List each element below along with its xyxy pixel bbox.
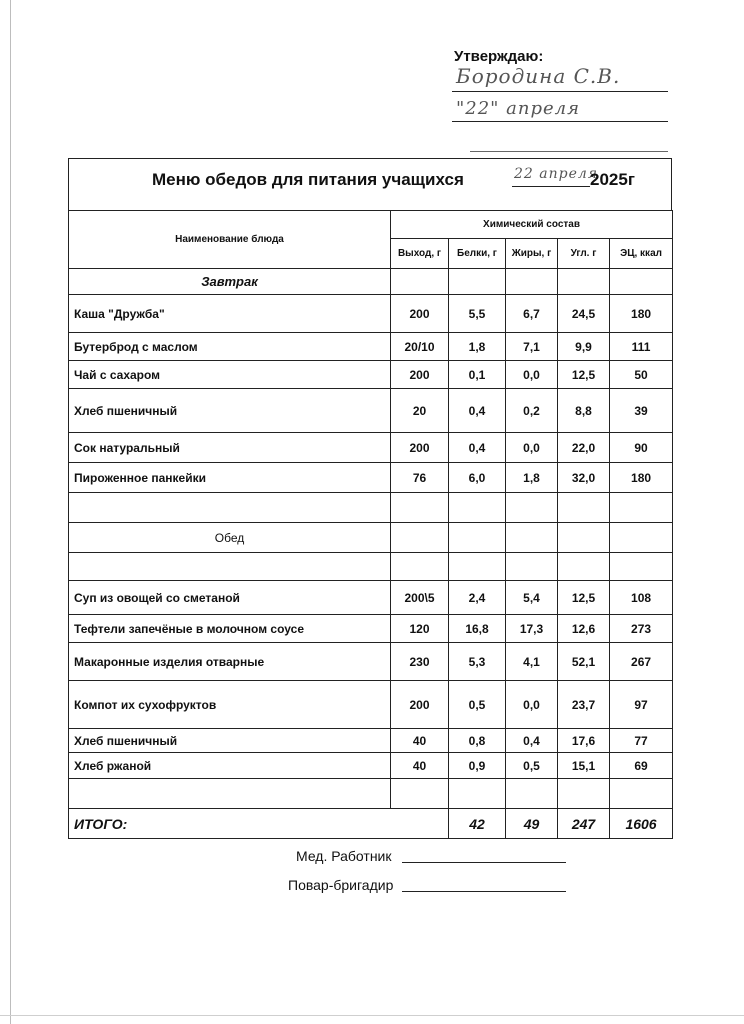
dish-yield: 200 — [391, 295, 449, 333]
dish-yield: 200 — [391, 681, 449, 729]
dish-kcal: 77 — [610, 729, 673, 753]
dish-fat: 7,1 — [506, 333, 558, 361]
dish-fat: 5,4 — [506, 581, 558, 615]
table-row — [69, 295, 673, 333]
dish-carbs: 22,0 — [558, 433, 610, 463]
dish-name: Суп из овощей со сметаной — [69, 581, 391, 615]
dish-kcal: 267 — [610, 643, 673, 681]
dish-protein: 1,8 — [449, 333, 506, 361]
column-header-carbs: Угл. г — [558, 239, 610, 269]
total-fat: 49 — [506, 809, 558, 839]
dish-yield: 40 — [391, 729, 449, 753]
dish-name: Бутерброд с маслом — [69, 333, 391, 361]
dish-fat: 17,3 — [506, 615, 558, 643]
table-row — [69, 463, 673, 493]
table-row — [69, 681, 673, 729]
dish-kcal: 97 — [610, 681, 673, 729]
dish-kcal: 108 — [610, 581, 673, 615]
table-row — [69, 389, 673, 433]
signature-line — [452, 91, 668, 92]
total-label: ИТОГО: — [69, 809, 449, 839]
dish-kcal: 50 — [610, 361, 673, 389]
dish-yield: 20 — [391, 389, 449, 433]
table-row — [69, 753, 673, 779]
dish-name: Каша "Дружба" — [69, 295, 391, 333]
dish-fat: 0,4 — [506, 729, 558, 753]
table-row — [69, 433, 673, 463]
dish-yield: 76 — [391, 463, 449, 493]
total-kcal: 1606 — [610, 809, 673, 839]
dish-yield: 120 — [391, 615, 449, 643]
header-row — [69, 211, 673, 239]
dish-name: Тефтели запечёные в молочном соусе — [69, 615, 391, 643]
dish-yield: 200 — [391, 361, 449, 389]
total-carbs: 247 — [558, 809, 610, 839]
title-date-line — [512, 186, 590, 187]
dish-kcal: 111 — [610, 333, 673, 361]
dish-protein: 16,8 — [449, 615, 506, 643]
dish-fat: 6,7 — [506, 295, 558, 333]
dish-carbs: 15,1 — [558, 753, 610, 779]
dish-fat: 1,8 — [506, 463, 558, 493]
column-header-yield: Выход, г — [391, 239, 449, 269]
medic-label: Мед. Работник — [296, 848, 392, 864]
dish-name: Чай с сахаром — [69, 361, 391, 389]
title-date-handwritten: 22 апреля — [514, 166, 599, 182]
page-title: Меню обедов для питания учащихся — [152, 170, 464, 189]
dish-carbs: 17,6 — [558, 729, 610, 753]
dish-yield: 200 — [391, 433, 449, 463]
menu-table — [68, 210, 673, 839]
dish-carbs: 32,0 — [558, 463, 610, 493]
scan-edge-bottom — [0, 1015, 744, 1016]
dish-carbs: 8,8 — [558, 389, 610, 433]
dish-yield: 230 — [391, 643, 449, 681]
total-protein: 42 — [449, 809, 506, 839]
empty-row — [69, 493, 673, 523]
table-row — [69, 643, 673, 681]
dish-kcal: 69 — [610, 753, 673, 779]
dish-protein: 0,1 — [449, 361, 506, 389]
dish-name: Хлеб пшеничный — [69, 729, 391, 753]
dish-protein: 6,0 — [449, 463, 506, 493]
dish-carbs: 12,6 — [558, 615, 610, 643]
approval-label: Утверждаю: — [454, 48, 544, 65]
dish-kcal: 39 — [610, 389, 673, 433]
dish-fat: 0,0 — [506, 433, 558, 463]
column-header-kcal: ЭЦ, ккал — [610, 239, 673, 269]
column-header-chem: Химический состав — [391, 211, 673, 239]
table-row — [69, 333, 673, 361]
approval-signature: Бородина С.В. — [456, 64, 621, 88]
dish-protein: 0,9 — [449, 753, 506, 779]
dish-fat: 0,2 — [506, 389, 558, 433]
empty-row — [69, 553, 673, 581]
dish-fat: 0,0 — [506, 361, 558, 389]
dish-kcal: 273 — [610, 615, 673, 643]
table-row — [69, 581, 673, 615]
total-row — [69, 809, 673, 839]
empty-row — [69, 779, 673, 809]
approval-date: "22" апреля — [456, 98, 581, 119]
dish-fat: 4,1 — [506, 643, 558, 681]
dish-name: Компот их сухофруктов — [69, 681, 391, 729]
dish-kcal: 180 — [610, 295, 673, 333]
dish-name: Макаронные изделия отварные — [69, 643, 391, 681]
column-header-protein: Белки, г — [449, 239, 506, 269]
dish-fat: 0,5 — [506, 753, 558, 779]
scan-edge-left — [10, 0, 11, 1024]
dish-protein: 2,4 — [449, 581, 506, 615]
section-label-lunch: Обед — [69, 523, 391, 553]
dish-yield: 200\5 — [391, 581, 449, 615]
medic-signature-line — [402, 862, 566, 863]
section-row-breakfast — [69, 269, 673, 295]
dish-carbs: 52,1 — [558, 643, 610, 681]
dish-kcal: 90 — [610, 433, 673, 463]
dish-name: Хлеб пшеничный — [69, 389, 391, 433]
dish-fat: 0,0 — [506, 681, 558, 729]
dish-name: Пироженное панкейки — [69, 463, 391, 493]
dish-carbs: 9,9 — [558, 333, 610, 361]
dish-name: Сок натуральный — [69, 433, 391, 463]
date-line — [452, 121, 668, 122]
chef-signature-line — [402, 891, 566, 892]
table-row — [69, 729, 673, 753]
table-row — [69, 615, 673, 643]
column-header-fat: Жиры, г — [506, 239, 558, 269]
dish-kcal: 180 — [610, 463, 673, 493]
column-header-name: Наименование блюда — [69, 211, 391, 269]
table-row — [69, 361, 673, 389]
dish-carbs: 24,5 — [558, 295, 610, 333]
dish-carbs: 12,5 — [558, 581, 610, 615]
dish-protein: 0,4 — [449, 433, 506, 463]
dish-carbs: 23,7 — [558, 681, 610, 729]
dish-carbs: 12,5 — [558, 361, 610, 389]
dish-protein: 0,4 — [449, 389, 506, 433]
section-row-lunch — [69, 523, 673, 553]
title-year: 2025г — [590, 170, 635, 189]
dish-protein: 0,8 — [449, 729, 506, 753]
chef-label: Повар-бригадир — [288, 877, 394, 893]
section-label-breakfast: Завтрак — [69, 269, 391, 295]
separator-line — [470, 151, 668, 152]
dish-yield: 40 — [391, 753, 449, 779]
dish-yield: 20/10 — [391, 333, 449, 361]
dish-protein: 0,5 — [449, 681, 506, 729]
dish-protein: 5,5 — [449, 295, 506, 333]
dish-name: Хлеб ржаной — [69, 753, 391, 779]
dish-protein: 5,3 — [449, 643, 506, 681]
